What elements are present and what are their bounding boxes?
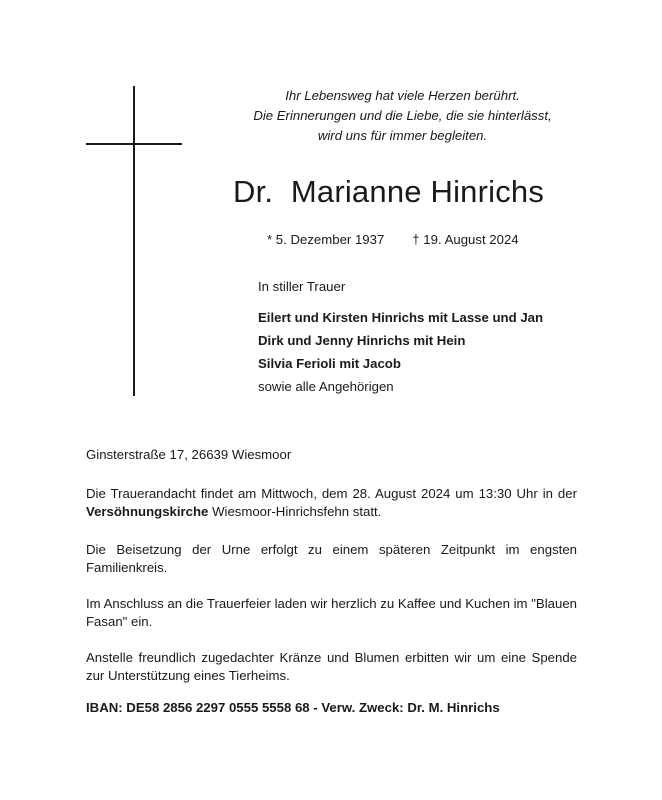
address: Ginsterstraße 17, 26639 Wiesmoor (86, 447, 292, 462)
deceased-title: Dr. (233, 174, 274, 209)
mourners-closing: sowie alle Angehörigen (258, 379, 394, 394)
life-dates (267, 232, 519, 247)
mourner-name: Silvia Ferioli mit Jacob (258, 356, 401, 371)
service-paragraph (86, 485, 577, 521)
cross-horizontal-bar (86, 143, 182, 145)
mourning-intro: In stiller Trauer (258, 279, 346, 294)
deceased-fullname: Marianne Hinrichs (290, 174, 545, 209)
mourner-name: Dirk und Jenny Hinrichs mit Hein (258, 333, 466, 348)
memorial-quote (230, 86, 575, 146)
church-name: Versöhnungskirche (86, 504, 209, 519)
mourner-name: Eilert und Kirsten Hinrichs mit Lasse und Jan (258, 310, 544, 325)
cross-vertical-bar (133, 86, 135, 396)
reception-paragraph: Im Anschluss an die Trauerfeier laden wir herzlich zu Kaffee und Kuchen im "Blauen Fasan" ein. (86, 596, 577, 629)
quote-line-3: wird uns für immer begleiten. (317, 128, 488, 143)
service-text-after: Wiesmoor-Hinrichsfehn statt. (212, 504, 382, 519)
burial-paragraph: Die Beisetzung der Urne erfolgt zu einem späteren Zeitpunkt im engsten Familienkreis. (86, 542, 577, 575)
iban-line: IBAN: DE58 2856 2297 0555 5558 68 - Verw. Zweck: Dr. M. Hinrichs (86, 700, 500, 715)
donation-paragraph: Anstelle freundlich zugedachter Kränze und Blumen erbitten wir um eine Spende zur Unterstützung eines Tierheims. (86, 650, 577, 683)
service-text-before: Die Trauerandacht findet am Mittwoch, dem 28. August 2024 um 13:30 Uhr in der (86, 486, 577, 501)
death-date: † 19. August 2024 (412, 232, 519, 247)
birth-date: * 5. Dezember 1937 (267, 232, 385, 247)
quote-line-2: Die Erinnerungen und die Liebe, die sie hinterlässt, (253, 108, 552, 123)
quote-line-1: Ihr Lebensweg hat viele Herzen berührt. (285, 88, 520, 103)
mourners-list (258, 309, 543, 401)
deceased-name (233, 174, 544, 210)
